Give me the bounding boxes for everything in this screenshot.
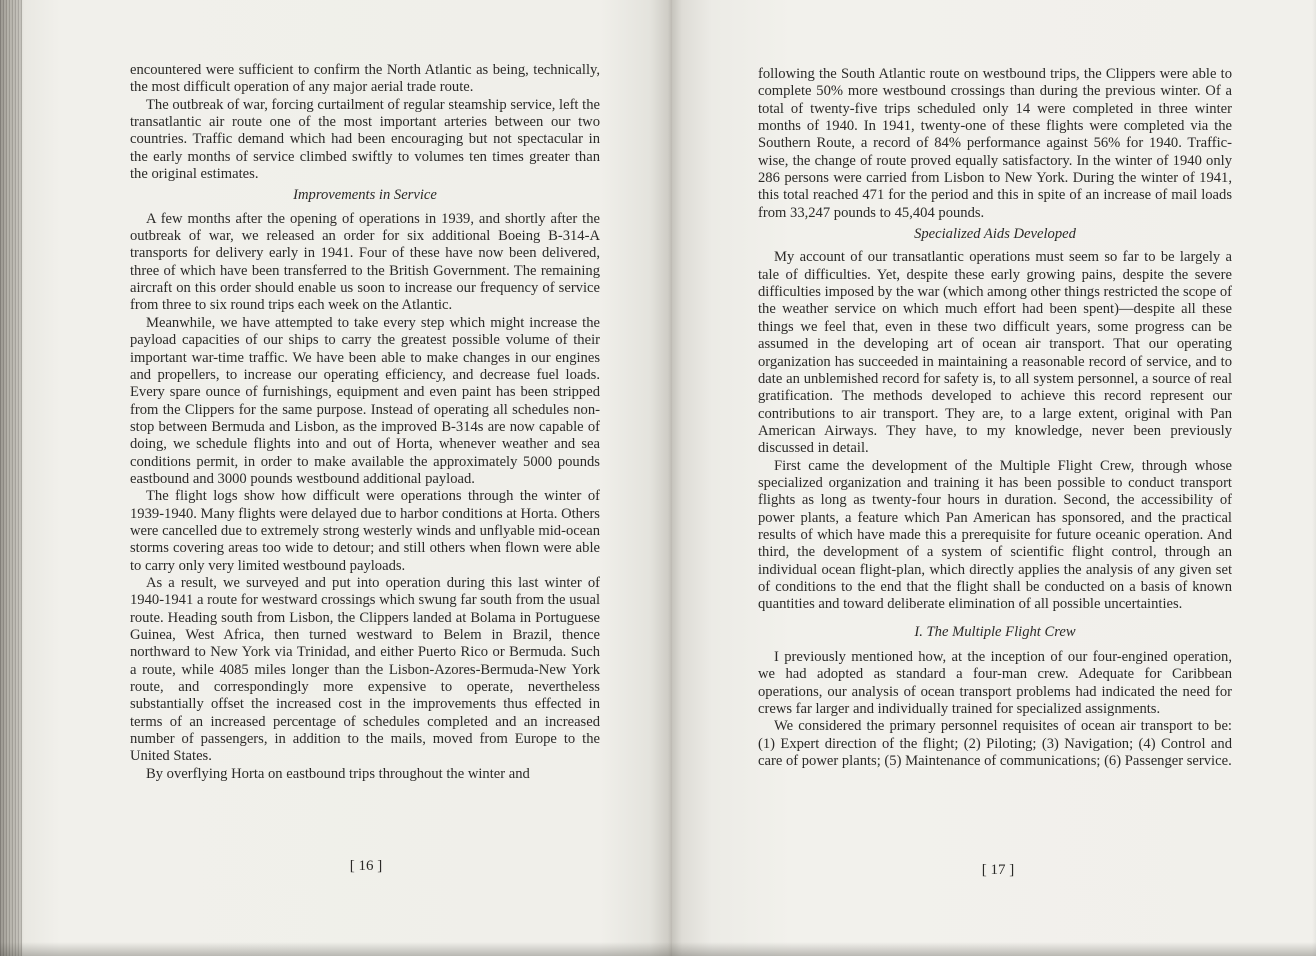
paragraph: Meanwhile, we have attempted to take every step which might increase the payload capacities of our ships to carry the greatest possible volume of their important war-time traffic. We have been able to make changes in our engines and propellers, to increase our operating efficiency, and decrease fuel loads. Every spare ounce of furnishings, equipment and even paint has been stripped from the Clippers for the same purpose. Instead of operating all schedules non-stop between Bermuda and Lisbon, as the improved B-314s are now capable of doing, we schedule flights into and out of Horta, whenever weather and sea conditions permit, in order to make available the approximately 5000 pounds eastbound and 3000 pounds westbound additional payload.: [130, 314, 600, 487]
page-number: [ 16 ]: [349, 858, 383, 874]
paragraph: I previously mentioned how, at the inception of our four-engined operation, we had adopted as standard a four-man crew. Adequate for Caribbean operations, our analysis of ocean transport problems had indicated the need for crews far larger and individually trained for specialized assignments.: [758, 649, 1232, 718]
page-edges: [0, 0, 22, 956]
paragraph: A few months after the opening of operations in 1939, and shortly after the outbreak of war, we released an order for six additional Boeing B-314-A transports for delivery early in 1941. Four of these have now been delivered, three of which have been transferred to the British Government. The remaining aircraft on this order should enable us soon to increase our frequency of service from three to six round trips each week on the Atlantic.: [130, 210, 600, 314]
left-page-text: [130, 62, 600, 783]
paragraph: The outbreak of war, forcing curtailment of regular steamship service, left the transatlantic air route one of the most important arteries between our two countries. Traffic demand which had been encouraging but not spectacular in the early months of service climbed swiftly to volumes ten times greater than the original estimates.: [130, 96, 600, 183]
paragraph: By overflying Horta on eastbound trips throughout the winter and: [146, 765, 530, 782]
section-heading: I. The Multiple Flight Crew: [914, 623, 1076, 640]
paragraph: encountered were sufficient to confirm the North Atlantic as being, technically, the most difficult operation of any major aerial trade route.: [130, 62, 600, 96]
paragraph: First came the development of the Multiple Flight Crew, through whose specialized organization and training it has been possible to conduct transport flights as long as twenty-four hours in duration. Second, the accessibility of power plants, a feature which Pan American has sponsored, and the practical results of which have made this a prerequisite for future oceanic operation. And third, the development of a system of scientific flight control, through an individual ocean flight-plan, which directly applies the analysis of any given set of conditions to the end that the flight shall be conducted on a basis of known quantities and toward deliberate elimination of all possible uncertainties.: [758, 457, 1232, 613]
section-heading: Specialized Aids Developed: [914, 226, 1076, 243]
paragraph: We considered the primary personnel requisites of ocean air transport to be: (1) Expert direction of the flight; (2) Piloting; (3) Navigation; (4) Control and care of power plants; (5) Maintenance of communications; (6) Passenger service.: [758, 718, 1232, 770]
paragraph: As a result, we surveyed and put into operation during this last winter of 1940-1941 a route for westward crossings which swung far south from the usual route. Heading south from Lisbon, the Clippers landed at Bolama in Portuguese Guinea, West Africa, then turned westward to Belem in Brazil, thence northward to New York via Trinidad, and either Puerto Rico or Bermuda. Such a route, while 4085 miles longer than the Lisbon-Azores-Bermuda-New York route, and correspondingly more expensive to operate, nevertheless substantially offset the increased cost in the improvements thus effected in terms of an increased percentage of schedules completed and an increased number of passengers, in addition to the mails, moved from Europe to the United States.: [130, 574, 600, 765]
page-bottom-shadow: [0, 942, 1316, 956]
paragraph: The flight logs show how difficult were operations through the winter of 1939-1940. Many flights were delayed due to harbor conditions at Horta. Others were cancelled due to extremely strong westerly winds and unflyable mid-ocean storms covering areas too wide to detour; and still others when flown were able to carry only very limited westbound payloads.: [130, 488, 600, 574]
page-number: [ 17 ]: [981, 862, 1015, 878]
section-heading: Improvements in Service: [293, 187, 437, 204]
right-page-text: [758, 66, 1232, 770]
paragraph: My account of our transatlantic operations must seem so far to be largely a tale of difficulties. Yet, despite these early growing pains, despite the severe difficulties imposed by the war (which among other things restricted the scope of the weather service on which much effort had been spent)—despite all these things we feel that, even in these two difficult years, some progress can be assumed in the developing art of ocean air transport. That our operating organization has succeeded in maintaining a reasonable record of service, and to date an unblemished record for safety is, to all system personnel, a source of real gratification. The methods developed to achieve this record represent our contributions to air transport. They are, to a large extent, original with Pan American Airways. They have, to my knowledge, never been previously discussed in detail.: [758, 249, 1232, 457]
paragraph: following the South Atlantic route on westbound trips, the Clippers were able to complete 50% more westbound crossings than during the previous winter. Of a total of twenty-five trips scheduled only 14 were completed in three winter months of 1940. In 1941, twenty-one of these flights were completed via the Southern Route, a record of 84% performance against 56% for 1940. Traffic-wise, the change of route proved equally satisfactory. In the winter of 1940 only 286 persons were carried from Lisbon to New York. During the winter of 1941, this total reached 471 for the period and this in spite of an increase of mail loads from 33,247 pounds to 45,404 pounds.: [758, 66, 1232, 221]
right-page: [672, 0, 1316, 956]
